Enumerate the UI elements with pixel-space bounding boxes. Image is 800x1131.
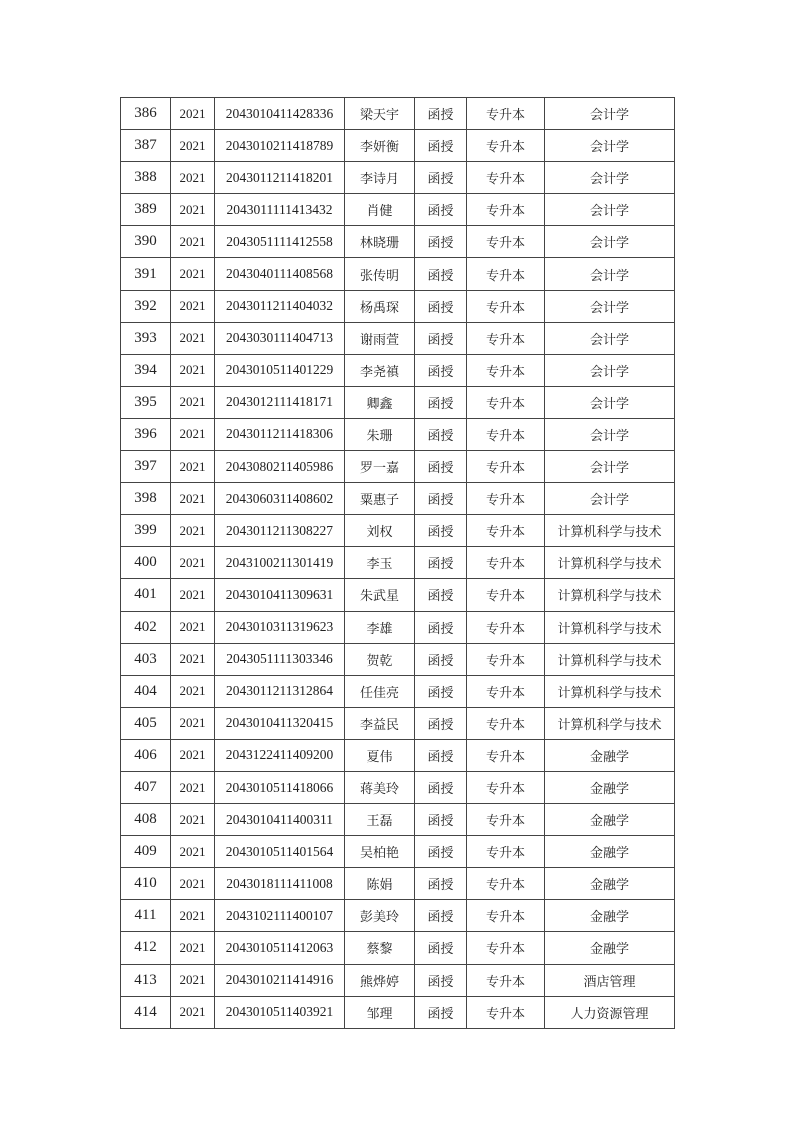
major-cell: 金融学 xyxy=(545,836,675,868)
student-name-cell: 林晓珊 xyxy=(345,226,415,258)
row-number-cell: 404 xyxy=(121,675,171,707)
major-cell: 计算机科学与技术 xyxy=(545,643,675,675)
student-id-cell: 2043010311319623 xyxy=(215,611,345,643)
major-cell: 计算机科学与技术 xyxy=(545,707,675,739)
table-row xyxy=(121,932,675,964)
table-row xyxy=(121,996,675,1028)
student-name-cell: 陈娟 xyxy=(345,868,415,900)
table-row xyxy=(121,290,675,322)
student-id-cell: 2043040111408568 xyxy=(215,258,345,290)
student-name-cell: 粟惠子 xyxy=(345,483,415,515)
study-mode-cell: 函授 xyxy=(415,836,467,868)
education-level-cell: 专升本 xyxy=(467,739,545,771)
major-cell: 会计学 xyxy=(545,98,675,130)
table-row xyxy=(121,771,675,803)
table-row xyxy=(121,739,675,771)
row-number-cell: 403 xyxy=(121,643,171,675)
row-number-cell: 387 xyxy=(121,130,171,162)
major-cell: 会计学 xyxy=(545,194,675,226)
year-cell: 2021 xyxy=(171,739,215,771)
student-id-cell: 2043030111404713 xyxy=(215,322,345,354)
student-name-cell: 杨禹琛 xyxy=(345,290,415,322)
study-mode-cell: 函授 xyxy=(415,258,467,290)
major-cell: 会计学 xyxy=(545,258,675,290)
study-mode-cell: 函授 xyxy=(415,771,467,803)
table-row xyxy=(121,418,675,450)
study-mode-cell: 函授 xyxy=(415,996,467,1028)
major-cell: 金融学 xyxy=(545,804,675,836)
student-id-cell: 2043010511401229 xyxy=(215,354,345,386)
major-cell: 金融学 xyxy=(545,739,675,771)
student-id-cell: 2043011111413432 xyxy=(215,194,345,226)
table-row xyxy=(121,194,675,226)
table-row xyxy=(121,707,675,739)
study-mode-cell: 函授 xyxy=(415,804,467,836)
major-cell: 计算机科学与技术 xyxy=(545,579,675,611)
major-cell: 会计学 xyxy=(545,162,675,194)
table-row xyxy=(121,483,675,515)
row-number-cell: 406 xyxy=(121,739,171,771)
study-mode-cell: 函授 xyxy=(415,611,467,643)
student-name-cell: 李玉 xyxy=(345,547,415,579)
student-name-cell: 彭美玲 xyxy=(345,900,415,932)
education-level-cell: 专升本 xyxy=(467,515,545,547)
year-cell: 2021 xyxy=(171,547,215,579)
year-cell: 2021 xyxy=(171,354,215,386)
study-mode-cell: 函授 xyxy=(415,483,467,515)
table-row xyxy=(121,836,675,868)
education-level-cell: 专升本 xyxy=(467,900,545,932)
major-cell: 会计学 xyxy=(545,290,675,322)
study-mode-cell: 函授 xyxy=(415,194,467,226)
education-level-cell: 专升本 xyxy=(467,483,545,515)
year-cell: 2021 xyxy=(171,932,215,964)
student-id-cell: 2043010511412063 xyxy=(215,932,345,964)
major-cell: 会计学 xyxy=(545,226,675,258)
table-row xyxy=(121,964,675,996)
student-id-cell: 2043010511401564 xyxy=(215,836,345,868)
student-name-cell: 梁天宇 xyxy=(345,98,415,130)
major-cell: 酒店管理 xyxy=(545,964,675,996)
student-name-cell: 夏伟 xyxy=(345,739,415,771)
row-number-cell: 386 xyxy=(121,98,171,130)
year-cell: 2021 xyxy=(171,836,215,868)
student-name-cell: 邹理 xyxy=(345,996,415,1028)
student-name-cell: 贺乾 xyxy=(345,643,415,675)
table-row xyxy=(121,643,675,675)
year-cell: 2021 xyxy=(171,162,215,194)
study-mode-cell: 函授 xyxy=(415,98,467,130)
row-number-cell: 397 xyxy=(121,451,171,483)
student-id-cell: 2043010411400311 xyxy=(215,804,345,836)
education-level-cell: 专升本 xyxy=(467,804,545,836)
year-cell: 2021 xyxy=(171,258,215,290)
year-cell: 2021 xyxy=(171,707,215,739)
table-body xyxy=(121,98,675,1029)
student-id-cell: 2043012111418171 xyxy=(215,386,345,418)
student-id-cell: 2043011211312864 xyxy=(215,675,345,707)
row-number-cell: 413 xyxy=(121,964,171,996)
table-row xyxy=(121,386,675,418)
student-name-cell: 李益民 xyxy=(345,707,415,739)
student-id-cell: 2043051111303346 xyxy=(215,643,345,675)
student-name-cell: 卿鑫 xyxy=(345,386,415,418)
education-level-cell: 专升本 xyxy=(467,418,545,450)
education-level-cell: 专升本 xyxy=(467,322,545,354)
major-cell: 金融学 xyxy=(545,900,675,932)
student-name-cell: 肖健 xyxy=(345,194,415,226)
student-name-cell: 李妍衡 xyxy=(345,130,415,162)
study-mode-cell: 函授 xyxy=(415,932,467,964)
year-cell: 2021 xyxy=(171,771,215,803)
student-id-cell: 2043010211414916 xyxy=(215,964,345,996)
study-mode-cell: 函授 xyxy=(415,451,467,483)
row-number-cell: 388 xyxy=(121,162,171,194)
education-level-cell: 专升本 xyxy=(467,643,545,675)
table-row xyxy=(121,900,675,932)
student-id-cell: 2043010411309631 xyxy=(215,579,345,611)
year-cell: 2021 xyxy=(171,900,215,932)
education-level-cell: 专升本 xyxy=(467,964,545,996)
education-level-cell: 专升本 xyxy=(467,836,545,868)
education-level-cell: 专升本 xyxy=(467,547,545,579)
year-cell: 2021 xyxy=(171,675,215,707)
education-level-cell: 专升本 xyxy=(467,611,545,643)
row-number-cell: 412 xyxy=(121,932,171,964)
row-number-cell: 393 xyxy=(121,322,171,354)
student-name-cell: 刘权 xyxy=(345,515,415,547)
table-row xyxy=(121,354,675,386)
major-cell: 会计学 xyxy=(545,451,675,483)
education-level-cell: 专升本 xyxy=(467,162,545,194)
major-cell: 会计学 xyxy=(545,322,675,354)
year-cell: 2021 xyxy=(171,579,215,611)
year-cell: 2021 xyxy=(171,226,215,258)
education-level-cell: 专升本 xyxy=(467,98,545,130)
table-row xyxy=(121,515,675,547)
major-cell: 计算机科学与技术 xyxy=(545,547,675,579)
education-level-cell: 专升本 xyxy=(467,386,545,418)
student-name-cell: 李雄 xyxy=(345,611,415,643)
row-number-cell: 411 xyxy=(121,900,171,932)
student-name-cell: 李诗月 xyxy=(345,162,415,194)
table-row xyxy=(121,130,675,162)
row-number-cell: 392 xyxy=(121,290,171,322)
education-level-cell: 专升本 xyxy=(467,579,545,611)
row-number-cell: 405 xyxy=(121,707,171,739)
year-cell: 2021 xyxy=(171,804,215,836)
year-cell: 2021 xyxy=(171,386,215,418)
table-row xyxy=(121,98,675,130)
study-mode-cell: 函授 xyxy=(415,868,467,900)
study-mode-cell: 函授 xyxy=(415,547,467,579)
table-row xyxy=(121,258,675,290)
row-number-cell: 400 xyxy=(121,547,171,579)
year-cell: 2021 xyxy=(171,483,215,515)
student-id-cell: 2043011211404032 xyxy=(215,290,345,322)
student-id-cell: 2043102111400107 xyxy=(215,900,345,932)
student-name-cell: 任佳亮 xyxy=(345,675,415,707)
study-mode-cell: 函授 xyxy=(415,707,467,739)
major-cell: 金融学 xyxy=(545,771,675,803)
study-mode-cell: 函授 xyxy=(415,643,467,675)
row-number-cell: 390 xyxy=(121,226,171,258)
student-id-cell: 2043010411320415 xyxy=(215,707,345,739)
row-number-cell: 398 xyxy=(121,483,171,515)
study-mode-cell: 函授 xyxy=(415,162,467,194)
study-mode-cell: 函授 xyxy=(415,964,467,996)
student-id-cell: 2043122411409200 xyxy=(215,739,345,771)
student-id-cell: 2043011211418201 xyxy=(215,162,345,194)
study-mode-cell: 函授 xyxy=(415,130,467,162)
major-cell: 会计学 xyxy=(545,386,675,418)
year-cell: 2021 xyxy=(171,130,215,162)
study-mode-cell: 函授 xyxy=(415,739,467,771)
row-number-cell: 407 xyxy=(121,771,171,803)
study-mode-cell: 函授 xyxy=(415,579,467,611)
student-id-cell: 2043100211301419 xyxy=(215,547,345,579)
row-number-cell: 391 xyxy=(121,258,171,290)
table-row xyxy=(121,804,675,836)
row-number-cell: 414 xyxy=(121,996,171,1028)
education-level-cell: 专升本 xyxy=(467,675,545,707)
study-mode-cell: 函授 xyxy=(415,418,467,450)
major-cell: 会计学 xyxy=(545,483,675,515)
student-name-cell: 蔡黎 xyxy=(345,932,415,964)
row-number-cell: 396 xyxy=(121,418,171,450)
row-number-cell: 395 xyxy=(121,386,171,418)
student-name-cell: 熊烨婷 xyxy=(345,964,415,996)
table-row xyxy=(121,675,675,707)
student-name-cell: 朱珊 xyxy=(345,418,415,450)
education-level-cell: 专升本 xyxy=(467,868,545,900)
study-mode-cell: 函授 xyxy=(415,515,467,547)
year-cell: 2021 xyxy=(171,98,215,130)
row-number-cell: 401 xyxy=(121,579,171,611)
study-mode-cell: 函授 xyxy=(415,386,467,418)
education-level-cell: 专升本 xyxy=(467,707,545,739)
year-cell: 2021 xyxy=(171,996,215,1028)
student-id-cell: 2043010511403921 xyxy=(215,996,345,1028)
education-level-cell: 专升本 xyxy=(467,771,545,803)
student-id-cell: 2043011211418306 xyxy=(215,418,345,450)
student-list-table xyxy=(120,97,675,1029)
table-row xyxy=(121,226,675,258)
major-cell: 人力资源管理 xyxy=(545,996,675,1028)
table-row xyxy=(121,451,675,483)
student-name-cell: 罗一嘉 xyxy=(345,451,415,483)
table-row xyxy=(121,322,675,354)
student-name-cell: 朱武星 xyxy=(345,579,415,611)
education-level-cell: 专升本 xyxy=(467,258,545,290)
major-cell: 计算机科学与技术 xyxy=(545,611,675,643)
table-row xyxy=(121,162,675,194)
student-name-cell: 吴柏艳 xyxy=(345,836,415,868)
student-id-cell: 2043010511418066 xyxy=(215,771,345,803)
study-mode-cell: 函授 xyxy=(415,354,467,386)
education-level-cell: 专升本 xyxy=(467,996,545,1028)
student-id-cell: 2043051111412558 xyxy=(215,226,345,258)
student-name-cell: 张传明 xyxy=(345,258,415,290)
year-cell: 2021 xyxy=(171,418,215,450)
row-number-cell: 410 xyxy=(121,868,171,900)
education-level-cell: 专升本 xyxy=(467,451,545,483)
student-name-cell: 蒋美玲 xyxy=(345,771,415,803)
study-mode-cell: 函授 xyxy=(415,290,467,322)
year-cell: 2021 xyxy=(171,643,215,675)
year-cell: 2021 xyxy=(171,290,215,322)
year-cell: 2021 xyxy=(171,451,215,483)
education-level-cell: 专升本 xyxy=(467,130,545,162)
major-cell: 金融学 xyxy=(545,932,675,964)
student-name-cell: 谢雨萱 xyxy=(345,322,415,354)
student-id-cell: 2043060311408602 xyxy=(215,483,345,515)
education-level-cell: 专升本 xyxy=(467,932,545,964)
study-mode-cell: 函授 xyxy=(415,675,467,707)
student-id-cell: 2043010411428336 xyxy=(215,98,345,130)
table-row xyxy=(121,579,675,611)
major-cell: 计算机科学与技术 xyxy=(545,675,675,707)
major-cell: 计算机科学与技术 xyxy=(545,515,675,547)
student-id-cell: 2043011211308227 xyxy=(215,515,345,547)
row-number-cell: 408 xyxy=(121,804,171,836)
education-level-cell: 专升本 xyxy=(467,354,545,386)
year-cell: 2021 xyxy=(171,964,215,996)
education-level-cell: 专升本 xyxy=(467,226,545,258)
row-number-cell: 394 xyxy=(121,354,171,386)
year-cell: 2021 xyxy=(171,194,215,226)
year-cell: 2021 xyxy=(171,322,215,354)
study-mode-cell: 函授 xyxy=(415,900,467,932)
student-id-cell: 2043010211418789 xyxy=(215,130,345,162)
row-number-cell: 389 xyxy=(121,194,171,226)
year-cell: 2021 xyxy=(171,515,215,547)
row-number-cell: 402 xyxy=(121,611,171,643)
student-name-cell: 王磊 xyxy=(345,804,415,836)
row-number-cell: 409 xyxy=(121,836,171,868)
table-row xyxy=(121,547,675,579)
row-number-cell: 399 xyxy=(121,515,171,547)
major-cell: 金融学 xyxy=(545,868,675,900)
education-level-cell: 专升本 xyxy=(467,194,545,226)
major-cell: 会计学 xyxy=(545,354,675,386)
student-name-cell: 李尧禛 xyxy=(345,354,415,386)
student-id-cell: 2043080211405986 xyxy=(215,451,345,483)
table-row xyxy=(121,868,675,900)
study-mode-cell: 函授 xyxy=(415,322,467,354)
year-cell: 2021 xyxy=(171,868,215,900)
student-id-cell: 2043018111411008 xyxy=(215,868,345,900)
major-cell: 会计学 xyxy=(545,418,675,450)
education-level-cell: 专升本 xyxy=(467,290,545,322)
major-cell: 会计学 xyxy=(545,130,675,162)
year-cell: 2021 xyxy=(171,611,215,643)
study-mode-cell: 函授 xyxy=(415,226,467,258)
table-row xyxy=(121,611,675,643)
